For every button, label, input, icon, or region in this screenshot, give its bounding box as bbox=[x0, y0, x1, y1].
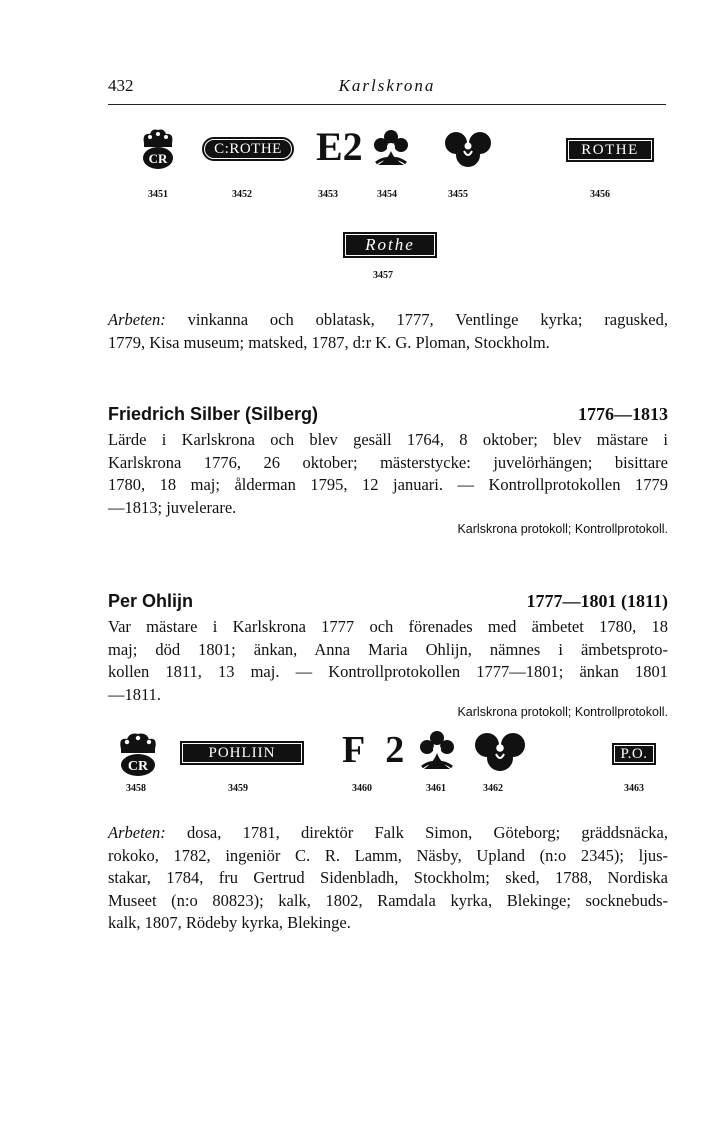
works-paragraph-1 bbox=[108, 309, 668, 354]
stamp-mark-3457 bbox=[343, 232, 437, 258]
entry-name: Friedrich Silber (Silberg) bbox=[108, 404, 319, 424]
works-paragraph-2 bbox=[108, 822, 668, 935]
letter-mark-3453: E2 bbox=[316, 124, 363, 169]
lily-mark-3455 bbox=[444, 129, 492, 169]
entry-body-silber bbox=[108, 429, 668, 519]
mark-number-3460: 3460 bbox=[352, 783, 372, 794]
text-line: kalk, 1807, Rödeby kyrka, Blekinge. bbox=[108, 913, 351, 932]
entry-years: 1776—1813 bbox=[578, 404, 668, 424]
stamp-text-3456: ROTHE bbox=[568, 140, 652, 160]
text-line: —1811. bbox=[108, 684, 162, 704]
source-reference-silber: Karlskrona protokoll; Kontrollprotokoll. bbox=[457, 522, 668, 536]
entry-name: Per Ohlijn bbox=[108, 591, 194, 611]
stamp-mark-3463 bbox=[612, 743, 656, 765]
mark-number-3463: 3463 bbox=[624, 783, 644, 794]
source-reference-ohlijn: Karlskrona protokoll; Kontrollprotokoll. bbox=[457, 705, 668, 719]
stamp-mark-3459 bbox=[180, 741, 304, 765]
mark-number-3458: 3458 bbox=[126, 783, 146, 794]
flower-mark-3461 bbox=[416, 728, 458, 774]
flower-mark-3454 bbox=[370, 127, 412, 169]
text-line: Var mästare i Karlskrona 1777 och förenades med ämbetet 1780, 18 bbox=[108, 617, 668, 636]
entry-years: 1777—1801 (1811) bbox=[526, 591, 668, 611]
stamp-text-3463: P.O. bbox=[614, 745, 654, 763]
text-line: 1779, Kisa museum; matsked, 1787, d:r K. G. Ploman, Stockholm. bbox=[108, 332, 550, 352]
stamp-mark-3452 bbox=[202, 137, 294, 161]
text-line: Arbeten: dosa, 1781, direktör Falk Simon, Göteborg; gräddsnäcka, bbox=[108, 823, 668, 842]
mark-number-3455: 3455 bbox=[448, 189, 468, 200]
running-title: Karlskrona bbox=[338, 76, 436, 95]
svg-text:CR: CR bbox=[148, 151, 168, 166]
mark-number-3451: 3451 bbox=[148, 189, 168, 200]
text-line: maj; död 1801; änkan, Anna Maria Ohlijn, nämnes i ämbetsproto- bbox=[108, 639, 668, 659]
mark-number-3454: 3454 bbox=[377, 189, 397, 200]
works-label: Arbeten: bbox=[108, 823, 166, 842]
mark-number-3456: 3456 bbox=[590, 189, 610, 200]
works-label: Arbeten: bbox=[108, 310, 166, 329]
lily-mark-3462 bbox=[474, 730, 526, 772]
entry-heading-silber bbox=[108, 404, 668, 430]
mark-number-3459: 3459 bbox=[228, 783, 248, 794]
crown-monogram-mark-3451 bbox=[138, 127, 178, 169]
svg-text:CR: CR bbox=[127, 759, 149, 774]
page-number: 432 bbox=[108, 76, 134, 95]
crown-monogram-mark-3458 bbox=[115, 731, 161, 777]
stamp-mark-3456 bbox=[566, 138, 654, 162]
mark-number-3453: 3453 bbox=[318, 189, 338, 200]
mark-number-3452: 3452 bbox=[232, 189, 252, 200]
text-line: 1780, 18 maj; ålderman 1795, 12 januari. — Kontrollprotokollen 1779 bbox=[108, 475, 668, 494]
mark-number-3461: 3461 bbox=[426, 783, 446, 794]
header-rule bbox=[108, 104, 666, 105]
text-line: Arbeten: vinkanna och oblatask, 1777, Ventlinge kyrka; ragusked, bbox=[108, 310, 669, 329]
entry-heading-ohlijn bbox=[108, 591, 668, 617]
text-line: Museet (n:o 80823); kalk, 1802, Ramdala kyrka, Blekinge; socknebuds- bbox=[108, 890, 668, 910]
entry-body-ohlijn bbox=[108, 616, 668, 706]
mark-number-3457: 3457 bbox=[373, 270, 393, 281]
stamp-text-3452: C:ROTHE bbox=[204, 139, 292, 159]
stamp-text-3457: Rothe bbox=[345, 234, 435, 256]
text-line: rokoko, 1782, ingeniör C. R. Lamm, Näsby, Upland (n:o 2345); ljus- bbox=[108, 845, 668, 865]
letter-mark-3460: F 2 bbox=[342, 729, 411, 771]
mark-number-3462: 3462 bbox=[483, 783, 503, 794]
stamp-text-3459: POHLIIN bbox=[182, 743, 302, 763]
running-head bbox=[108, 76, 666, 100]
text-line: Karlskrona 1776, 26 oktober; mästerstycke: juvelörhängen; bisittare bbox=[108, 452, 668, 472]
text-line: stakar, 1784, fru Gertrud Sidenbladh, Stockholm; sked, 1788, Nordiska bbox=[108, 868, 668, 887]
text-line: kollen 1811, 13 maj. — Kontrollprotokollen 1777—1801; änkan 1801 bbox=[108, 662, 668, 681]
text-line: Lärde i Karlskrona och blev gesäll 1764, 8 oktober; blev mästare i bbox=[108, 430, 668, 449]
text-line: —1813; juvelerare. bbox=[108, 497, 237, 517]
